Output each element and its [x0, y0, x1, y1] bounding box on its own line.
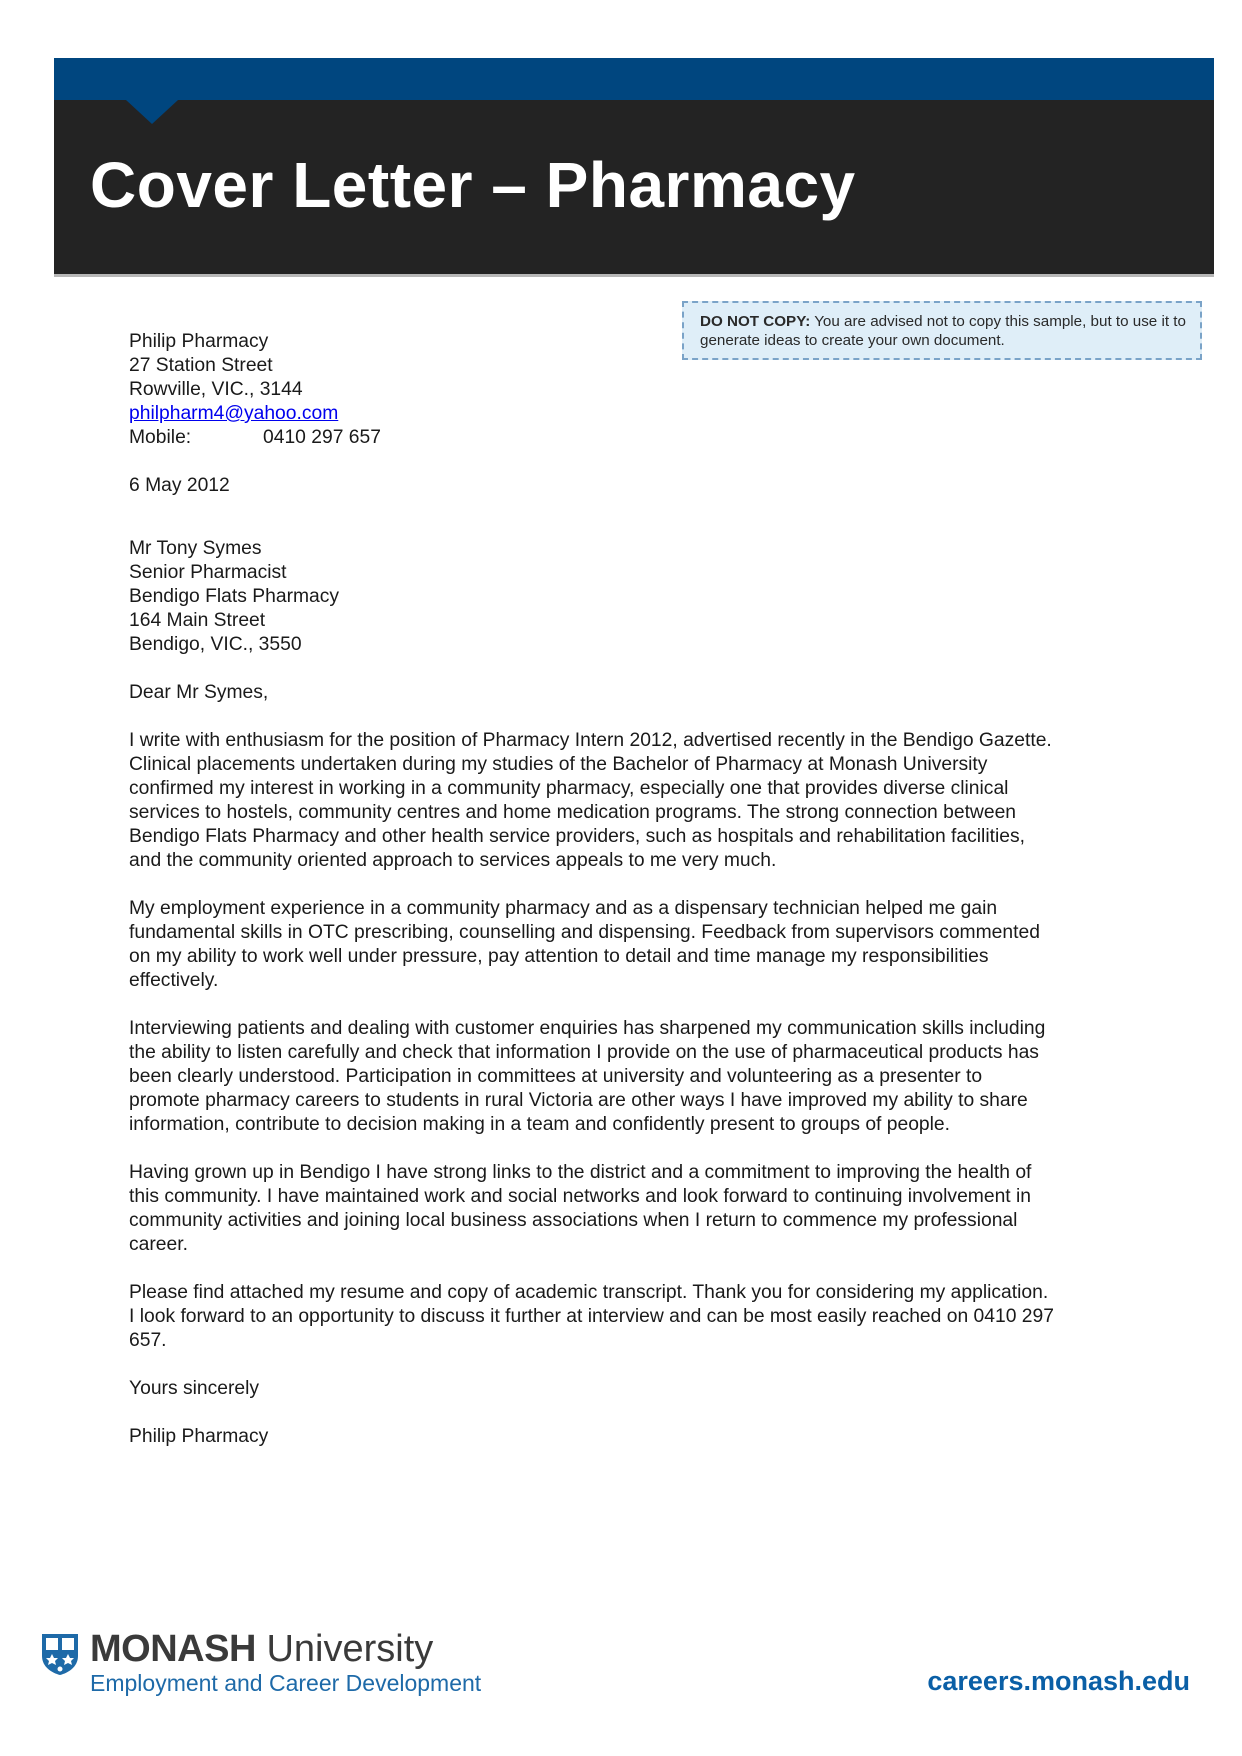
- paragraph-line: on my ability to work well under pressure, pay attention to detail and time manage my responsibilities: [129, 946, 989, 967]
- letter-paragraph: [129, 1017, 1139, 1137]
- header-notch-icon: [126, 100, 178, 124]
- paragraph-line: been clearly understood. Participation in committees at university and volunteering as a presenter to: [129, 1066, 983, 1087]
- paragraph-line: Interviewing patients and dealing with customer enquiries has sharpened my communication skills including: [129, 1018, 1046, 1039]
- monash-wordmark: MONASH University: [90, 1628, 434, 1670]
- paragraph-line: information, contribute to decision making in a team and confidently present to groups of people.: [129, 1114, 951, 1135]
- paragraph-line: Please find attached my resume and copy of academic transcript. Thank you for considering my application.: [129, 1282, 1049, 1303]
- signature-name: Philip Pharmacy: [129, 1426, 269, 1447]
- header-accent-band: [54, 58, 1214, 100]
- paragraph-line: and the community oriented approach to services appeals to me very much.: [129, 850, 777, 871]
- page-title: Cover Letter – Pharmacy: [90, 149, 856, 221]
- mobile-number: 0410 297 657: [263, 427, 381, 448]
- sender-mobile-line: [129, 426, 1139, 450]
- monash-logo: [40, 1628, 480, 1698]
- paragraph-line: confirmed my interest in working in a community pharmacy, especially one that provides diverse clinical: [129, 778, 1009, 799]
- notice-label: DO NOT COPY:: [700, 313, 811, 330]
- recipient-title: Senior Pharmacist: [129, 562, 287, 583]
- letter-paragraph: [129, 897, 1139, 993]
- sender-name: Philip Pharmacy: [129, 331, 269, 352]
- header-shadow: [54, 274, 1214, 277]
- paragraph-line: Having grown up in Bendigo I have strong links to the district and a commitment to improving the health of: [129, 1162, 1032, 1183]
- notice-text: You are advised not to copy this sample, but to use it to generate ideas to create your own document.: [700, 313, 1186, 349]
- sender-address-block: [129, 330, 1139, 450]
- paragraph-line: the ability to listen carefully and check that information I provide on the use of pharmaceutical products has: [129, 1042, 1039, 1063]
- mobile-label: Mobile:: [129, 427, 192, 448]
- letter-paragraph: [129, 729, 1139, 873]
- monash-department: Employment and Career Development: [90, 1670, 482, 1696]
- letter-paragraph: [129, 1161, 1139, 1257]
- letter-body: [129, 330, 1139, 1473]
- sender-city: Rowville, VIC., 3144: [129, 379, 303, 400]
- careers-url-link[interactable]: careers.monash.edu: [927, 1666, 1190, 1696]
- recipient-city: Bendigo, VIC., 3550: [129, 634, 302, 655]
- paragraph-line: fundamental skills in OTC prescribing, counselling and dispensing. Feedback from supervisors commented: [129, 922, 1040, 943]
- monash-crest-icon: [40, 1632, 80, 1676]
- recipient-address-block: [129, 537, 1139, 657]
- letter-date: 6 May 2012: [129, 475, 230, 496]
- paragraph-line: I look forward to an opportunity to discuss it further at interview and can be most easily reached on 0410 297: [129, 1306, 1054, 1327]
- paragraph-line: promote pharmacy careers to students in rural Victoria are other ways I have improved my ability to share: [129, 1090, 1028, 1111]
- sender-email-link[interactable]: philpharm4@yahoo.com: [129, 403, 339, 424]
- recipient-company: Bendigo Flats Pharmacy: [129, 586, 340, 607]
- paragraph-line: this community. I have maintained work and social networks and look forward to continuing involvement in: [129, 1186, 1032, 1207]
- paragraph-line: career.: [129, 1234, 188, 1255]
- paragraph-line: Clinical placements undertaken during my studies of the Bachelor of Pharmacy at Monash University: [129, 754, 988, 775]
- paragraph-line: My employment experience in a community pharmacy and as a dispensary technician helped me gain: [129, 898, 998, 919]
- recipient-street: 164 Main Street: [129, 610, 266, 631]
- recipient-name: Mr Tony Symes: [129, 538, 262, 559]
- paragraph-line: services to hostels, community centres and home medication programs. The strong connection between: [129, 802, 1017, 823]
- paragraph-line: Bendigo Flats Pharmacy and other health service providers, such as hospitals and rehabilitation facilities,: [129, 826, 1025, 847]
- paragraph-line: I write with enthusiasm for the position of Pharmacy Intern 2012, advertised recently in the Bendigo Gazette.: [129, 730, 1052, 751]
- sender-street: 27 Station Street: [129, 355, 273, 376]
- letter-paragraphs: [129, 729, 1139, 1353]
- letter-paragraph: [129, 1281, 1139, 1353]
- closing: Yours sincerely: [129, 1378, 260, 1399]
- paragraph-line: community activities and joining local business associations when I return to commence my professional: [129, 1210, 1018, 1231]
- paragraph-line: 657.: [129, 1330, 167, 1351]
- paragraph-line: effectively.: [129, 970, 219, 991]
- salutation: Dear Mr Symes,: [129, 682, 269, 703]
